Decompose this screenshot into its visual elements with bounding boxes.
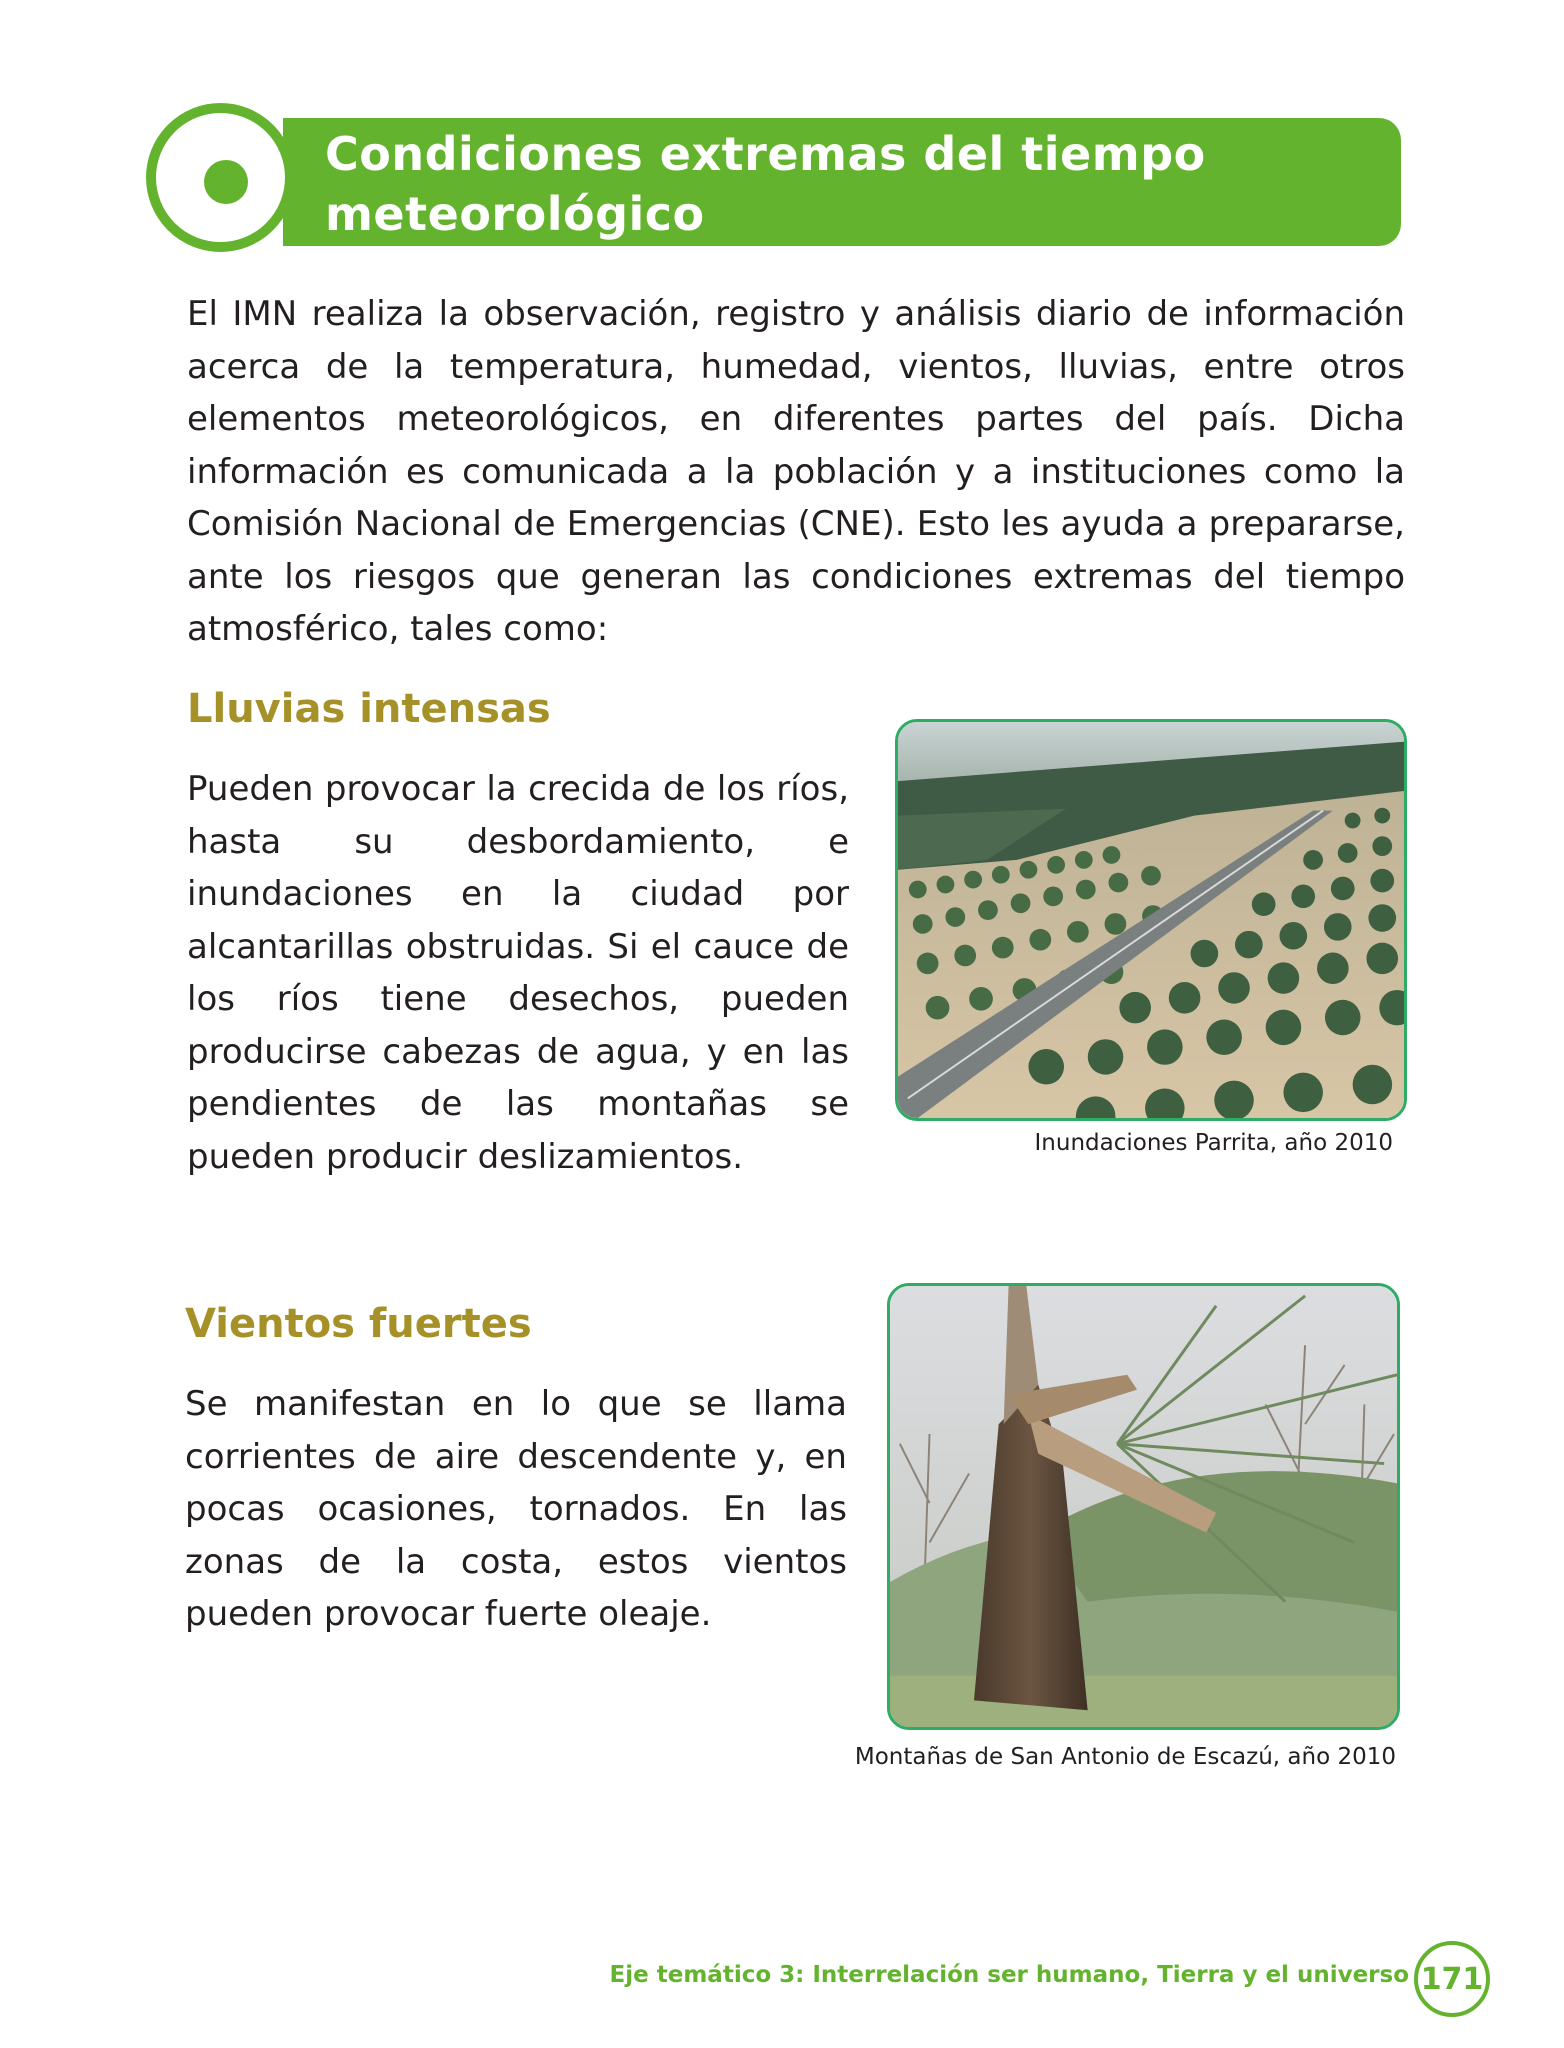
section-heading-vientos: Vientos fuertes bbox=[185, 1301, 532, 1347]
bullet-dot bbox=[204, 160, 248, 204]
page-number: 171 bbox=[1414, 1941, 1490, 2017]
page-title: Condiciones extremas del tiempo meteorológico bbox=[325, 127, 1206, 241]
flood-photo bbox=[895, 719, 1407, 1121]
bullet-ring-icon bbox=[146, 103, 295, 252]
section-heading-lluvias: Lluvias intensas bbox=[187, 686, 551, 732]
section-text-lluvias: Pueden provocar la crecida de los ríos, hasta su desbordamiento, e inundaciones en la ciudad por alcantarillas obstruidas. Si el cauce de los ríos tiene desechos, pueden producirse cabezas de agua, y en las pendientes de las montañas se pueden producir deslizamientos. bbox=[187, 769, 849, 1177]
intro-paragraph: El IMN realiza la observación, registro y análisis diario de información acerca de la temperatura, humedad, vientos, lluvias, entre otros elementos meteorológicos, en diferentes partes del país. Dicha información es comunicada a la población y a instituciones como la Comisión Nacional de Emergencias (CNE). Esto les ayuda a prepararse, ante los riesgos que generan las condiciones extremas del tiempo atmosférico, tales como: bbox=[187, 294, 1405, 649]
flood-photo-caption: Inundaciones Parrita, año 2010 bbox=[1034, 1130, 1393, 1156]
section-text-vientos: Se manifestan en lo que se llama corrientes de aire descendente y, en pocas ocasiones, tornados. En las zonas de la costa, estos vientos pueden provocar fuerte oleaje. bbox=[185, 1384, 847, 1634]
tree-photo-caption: Montañas de San Antonio de Escazú, año 2010 bbox=[854, 1744, 1396, 1770]
fallen-tree-photo bbox=[887, 1283, 1400, 1730]
footer-theme-text: Eje temático 3: Interrelación ser humano, Tierra y el universo bbox=[609, 1962, 1409, 1988]
